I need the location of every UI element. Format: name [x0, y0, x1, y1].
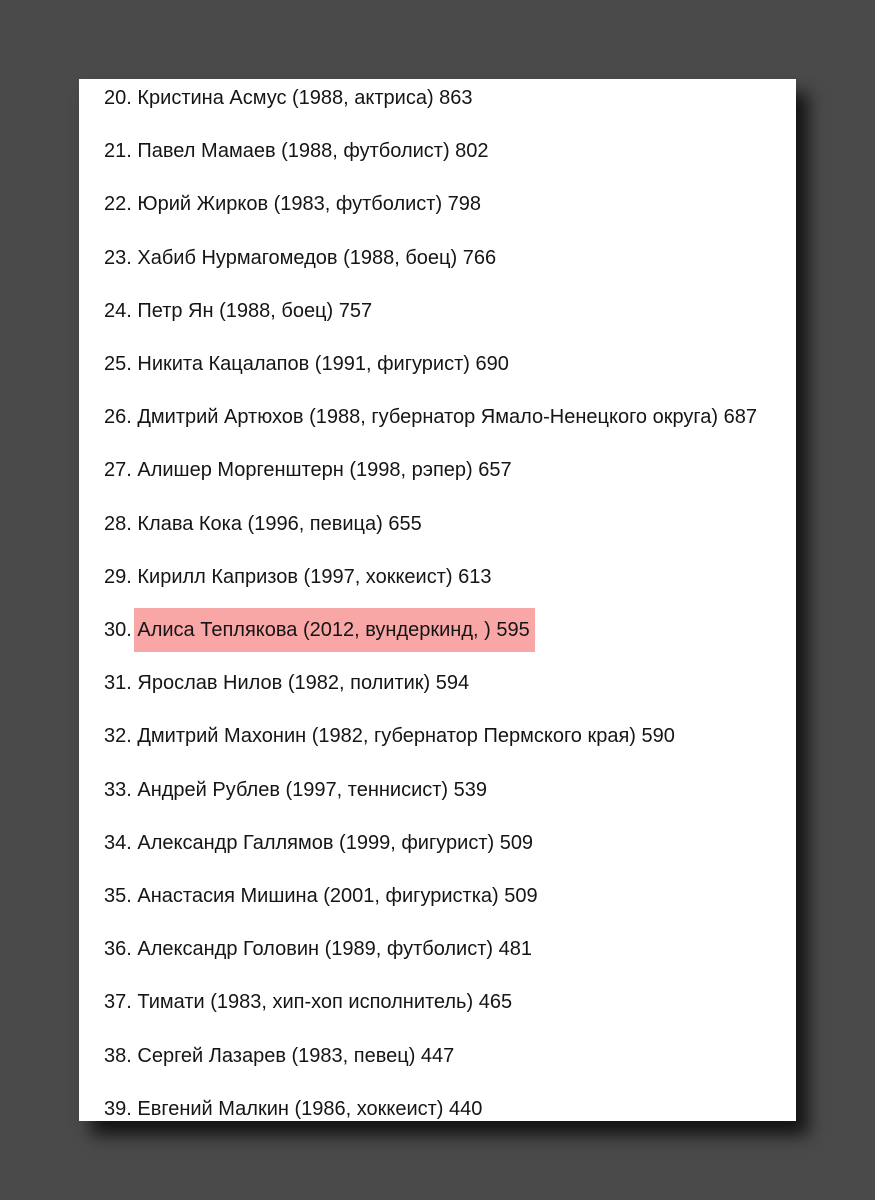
entry-text: Алишер Моргенштерн (1998, рэпер) 657: [137, 459, 512, 482]
list-item: [104, 182, 486, 226]
entry-text: Андрей Рублев (1997, теннисист) 539: [137, 778, 488, 801]
rank-number: 24.: [104, 299, 132, 322]
list-item: [104, 714, 680, 758]
rank-number: 28.: [104, 512, 132, 535]
list-item: [104, 129, 494, 173]
rank-number: 36.: [104, 938, 132, 961]
entry-text: Ярослав Нилов (1982, политик) 594: [137, 672, 470, 695]
entry-text: Сергей Лазарев (1983, певец) 447: [137, 1044, 455, 1067]
rank-number: 26.: [104, 406, 132, 429]
entry-text: Петр Ян (1988, боец) 757: [137, 299, 373, 322]
list-item: [104, 289, 377, 333]
entry-text: Кирилл Капризов (1997, хоккеист) 613: [137, 565, 492, 588]
rank-number: 22.: [104, 193, 132, 216]
rank-number: 25.: [104, 353, 132, 375]
highlighted-entry-text: Алиса Теплякова (2012, вундеркинд, ) 595: [134, 608, 534, 652]
list-item: [104, 821, 538, 865]
rank-number: 30.: [104, 619, 132, 641]
list-item: [104, 79, 478, 120]
rank-number: 33.: [104, 778, 132, 801]
list-item: [104, 342, 514, 386]
rank-number: 29.: [104, 565, 132, 588]
rank-number: 35.: [104, 885, 132, 907]
rank-number: 38.: [104, 1044, 132, 1067]
list-item: [104, 1087, 487, 1121]
list-item: [104, 661, 474, 705]
entry-text: Александр Головин (1989, футболист) 481: [137, 938, 532, 961]
entry-text: Тимати (1983, хип-хоп исполнитель) 465: [137, 991, 513, 1014]
rank-number: 31.: [104, 672, 132, 695]
entry-text: Дмитрий Махонин (1982, губернатор Пермского края) 590: [137, 725, 675, 748]
rank-number: 34.: [104, 831, 132, 854]
entry-text: Евгений Малкин (1986, хоккеист) 440: [137, 1097, 483, 1120]
list-item: [104, 236, 501, 280]
entry-text: Александр Галлямов (1999, фигурист) 509: [137, 831, 534, 854]
list-item: [104, 555, 496, 599]
entry-text: Никита Кацалапов (1991, фигурист) 690: [137, 353, 509, 375]
rank-number: 23.: [104, 246, 132, 269]
rank-number: 32.: [104, 725, 132, 748]
list-item: [104, 608, 535, 652]
list-item: [104, 874, 543, 918]
entry-text: Дмитрий Артюхов (1988, губернатор Ямало-Ненецкого округа) 687: [137, 406, 757, 429]
entry-text: Павел Мамаев (1988, футболист) 802: [137, 140, 489, 163]
entry-text: Юрий Жирков (1983, футболист) 798: [137, 193, 482, 216]
list-item: [104, 1034, 459, 1078]
list-item: [104, 768, 492, 812]
list-item: [104, 502, 427, 546]
entry-text: Кристина Асмус (1988, актриса) 863: [137, 87, 473, 109]
list-item: [104, 927, 537, 971]
list-item: [104, 980, 517, 1024]
entry-text: Анастасия Мишина (2001, фигуристка) 509: [137, 885, 538, 907]
rank-number: 20.: [104, 87, 132, 109]
document-page: [79, 79, 796, 1121]
entry-text: Хабиб Нурмагомедов (1988, боец) 766: [137, 246, 497, 269]
rank-number: 27.: [104, 459, 132, 482]
list-item: [104, 395, 762, 439]
list-item: [104, 448, 517, 492]
rank-number: 21.: [104, 140, 132, 163]
entry-text: Клава Кока (1996, певица) 655: [137, 512, 422, 535]
rank-number: 39.: [104, 1097, 132, 1120]
rank-number: 37.: [104, 991, 132, 1014]
